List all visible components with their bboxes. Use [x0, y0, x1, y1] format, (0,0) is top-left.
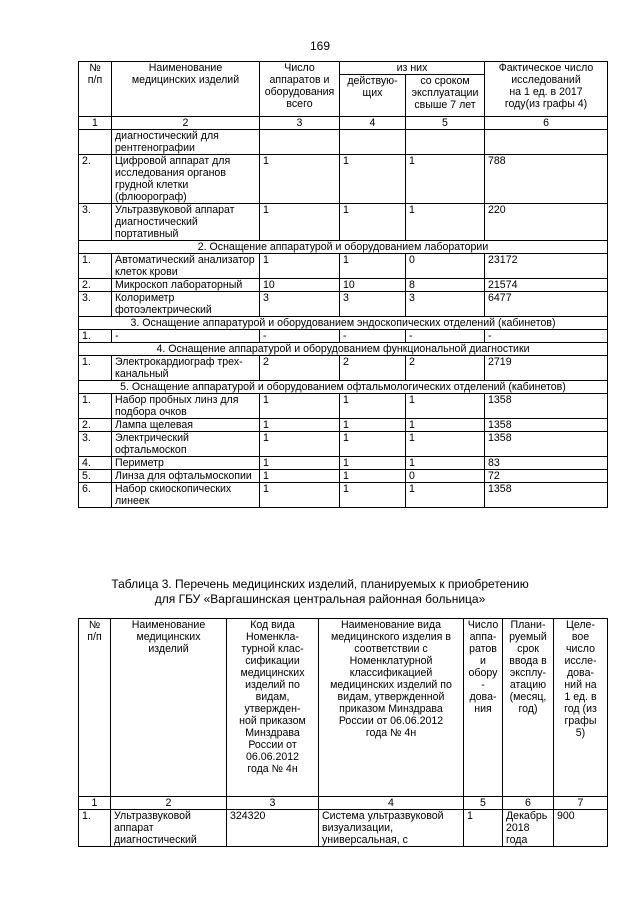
- total-count: 1: [260, 457, 340, 470]
- active-count: 1: [340, 483, 406, 508]
- device-name: Электрокардиограф трех-канальный: [112, 356, 260, 381]
- col-number: 4: [340, 117, 406, 130]
- planned-purchase-table-body: [79, 810, 608, 847]
- row-number: 6.: [79, 483, 112, 508]
- device-name: Набор скиоскопических линеек: [112, 483, 260, 508]
- table3-caption-line1: Таблица 3. Перечень медицинских изделий, планируемых к приобретению: [111, 577, 529, 591]
- studies-per-unit: 220: [485, 204, 608, 241]
- table-row: [79, 356, 608, 381]
- total-count: 3: [260, 292, 340, 317]
- old-count: 1: [406, 204, 485, 241]
- studies-per-unit: 83: [485, 457, 608, 470]
- studies-per-unit: -: [485, 330, 608, 343]
- col-number: 1: [79, 117, 112, 130]
- row-number: 3.: [79, 432, 112, 457]
- active-count: 1: [340, 470, 406, 483]
- header-old: со сроком эксплуатации свыше 7 лет: [406, 75, 485, 117]
- row-number: 1.: [79, 394, 112, 419]
- header-num: № п/п: [79, 619, 111, 797]
- active-count: 1: [340, 204, 406, 241]
- device-name: Автоматический анализатор клеток крови: [112, 254, 260, 279]
- col-number: 4: [319, 797, 464, 810]
- section-title: 2. Оснащение аппаратурой и оборудованием лаборатории: [79, 241, 608, 254]
- row-number: 1.: [79, 330, 112, 343]
- studies-per-unit: 2719: [485, 356, 608, 381]
- old-count: 1: [406, 155, 485, 204]
- total-count: 10: [260, 279, 340, 292]
- total-count: 1: [260, 419, 340, 432]
- col-number: 6: [485, 117, 608, 130]
- col-number: 3: [260, 117, 340, 130]
- header-active: действую- щих: [340, 75, 406, 117]
- section-row: [79, 241, 608, 254]
- table-row: [79, 394, 608, 419]
- table-row: [79, 292, 608, 317]
- table-row: [79, 204, 608, 241]
- header-num: № п/п: [79, 62, 112, 117]
- active-count: 1: [340, 457, 406, 470]
- active-count: 10: [340, 279, 406, 292]
- active-count: -: [340, 330, 406, 343]
- commissioning-date: Декабрь 2018 года: [503, 810, 554, 847]
- active-count: 1: [340, 394, 406, 419]
- studies-per-unit: [485, 130, 608, 155]
- total-count: 1: [260, 204, 340, 241]
- active-count: 1: [340, 254, 406, 279]
- total-count: -: [260, 330, 340, 343]
- device-name: Линза для офтальмоскопии: [112, 470, 260, 483]
- row-number: 1.: [79, 810, 111, 847]
- page-number: 169: [309, 39, 331, 53]
- active-count: 1: [340, 432, 406, 457]
- section-row: [79, 343, 608, 356]
- table-row: [79, 432, 608, 457]
- studies-per-unit: 23172: [485, 254, 608, 279]
- row-number: 1.: [79, 254, 112, 279]
- header-term: Плани- руемый срок ввода в эксплу- атацию (месяц, год): [503, 619, 554, 797]
- table-row: [79, 330, 608, 343]
- row-number: 2.: [79, 419, 112, 432]
- header-kind: Наименование вида медицинского изделия в соответствии с Номенклатурной классификацией медицинских изделий по видам, утвержденной приказом Минздрава России от 06.06.2012 года № 4н: [319, 619, 464, 797]
- active-count: [340, 130, 406, 155]
- table-row: [79, 457, 608, 470]
- old-count: 3: [406, 292, 485, 317]
- section-title: 3. Оснащение аппаратурой и оборудованием эндоскопических отделений (кабинетов): [79, 317, 608, 330]
- active-count: 1: [340, 155, 406, 204]
- target-studies: 900: [554, 810, 608, 847]
- header-name: Наименование медицинских изделий: [112, 62, 260, 117]
- table-row: [79, 419, 608, 432]
- studies-per-unit: 788: [485, 155, 608, 204]
- table-row: [79, 279, 608, 292]
- studies-per-unit: 1358: [485, 394, 608, 419]
- total-count: 1: [260, 432, 340, 457]
- total-count: [260, 130, 340, 155]
- total-count: 1: [260, 483, 340, 508]
- old-count: 1: [406, 457, 485, 470]
- studies-per-unit: 6477: [485, 292, 608, 317]
- col-number: 3: [227, 797, 319, 810]
- active-count: 3: [340, 292, 406, 317]
- old-count: 1: [406, 483, 485, 508]
- col-number: 6: [503, 797, 554, 810]
- col-number: 2: [111, 797, 227, 810]
- old-count: 1: [406, 432, 485, 457]
- device-name: Колориметр фотоэлектрический: [112, 292, 260, 317]
- table-row: [79, 155, 608, 204]
- header-of-them: из них: [340, 62, 485, 75]
- old-count: 2: [406, 356, 485, 381]
- table-row: [79, 810, 608, 847]
- col-number: 7: [554, 797, 608, 810]
- section-title: 5. Оснащение аппаратурой и оборудованием офтальмологических отделений (кабинетов): [79, 381, 608, 394]
- row-number: 3.: [79, 292, 112, 317]
- device-name: Набор пробных линз для подбора очков: [112, 394, 260, 419]
- total-count: 1: [260, 254, 340, 279]
- row-number: 2.: [79, 279, 112, 292]
- old-count: -: [406, 330, 485, 343]
- device-name: Периметр: [112, 457, 260, 470]
- planned-purchase-table: [78, 618, 608, 847]
- device-name: Ультразвуковой аппарат диагностический: [111, 810, 227, 847]
- header-code: Код вида Номенкла- турной клас- сификации медицинских изделий по видам, утвержден- ной приказом Минздрава России от 06.06.2012 года № 4н: [227, 619, 319, 797]
- studies-per-unit: 72: [485, 470, 608, 483]
- row-number: 5.: [79, 470, 112, 483]
- nomenclature-kind: Система ультразвуковой визуализации, универсальная, с: [319, 810, 464, 847]
- table-row: [79, 130, 608, 155]
- old-count: [406, 130, 485, 155]
- studies-per-unit: 21574: [485, 279, 608, 292]
- header-qty: Число аппа- ратов и обору- дова- ния: [464, 619, 503, 797]
- table-row: [79, 254, 608, 279]
- studies-per-unit: 1358: [485, 419, 608, 432]
- total-count: 2: [260, 356, 340, 381]
- active-count: 2: [340, 356, 406, 381]
- total-count: 1: [260, 155, 340, 204]
- equipment-table-body: [79, 130, 608, 508]
- table3-caption: [0, 577, 640, 607]
- table3-caption-line2: для ГБУ «Варгашинская центральная районная больница»: [154, 592, 486, 606]
- row-number: 2.: [79, 155, 112, 204]
- old-count: 1: [406, 394, 485, 419]
- device-name: Лампа щелевая: [112, 419, 260, 432]
- old-count: 0: [406, 470, 485, 483]
- device-name: Цифровой аппарат для исследования органов грудной клетки (флюорограф): [112, 155, 260, 204]
- quantity: 1: [464, 810, 503, 847]
- equipment-table: [78, 61, 608, 508]
- section-title: 4. Оснащение аппаратурой и оборудованием функциональной диагностики: [79, 343, 608, 356]
- row-number: 1.: [79, 356, 112, 381]
- col-number: 5: [406, 117, 485, 130]
- device-name: Микроскоп лабораторный: [112, 279, 260, 292]
- device-name: Электрический офтальмоскоп: [112, 432, 260, 457]
- device-name: -: [112, 330, 260, 343]
- total-count: 1: [260, 470, 340, 483]
- col-number: 1: [79, 797, 111, 810]
- old-count: 0: [406, 254, 485, 279]
- row-number: [79, 130, 112, 155]
- active-count: 1: [340, 419, 406, 432]
- studies-per-unit: 1358: [485, 432, 608, 457]
- header-count: Число аппаратов и оборудования всего: [260, 62, 340, 117]
- nomenclature-code: 324320: [227, 810, 319, 847]
- table-row: [79, 483, 608, 508]
- header-studies: Фактическое число исследований на 1 ед. в 2017 году(из графы 4): [485, 62, 608, 117]
- col-number: 2: [112, 117, 260, 130]
- section-row: [79, 317, 608, 330]
- old-count: 8: [406, 279, 485, 292]
- section-row: [79, 381, 608, 394]
- row-number: 3.: [79, 204, 112, 241]
- header-name: Наименование медицинских изделий: [111, 619, 227, 797]
- studies-per-unit: 1358: [485, 483, 608, 508]
- header-target: Целе- вое число иссле- дова- ний на 1 ед. в год (из графы 5): [554, 619, 608, 797]
- row-number: 4.: [79, 457, 112, 470]
- device-name: диагностический для рентгенографии: [112, 130, 260, 155]
- table-row: [79, 470, 608, 483]
- total-count: 1: [260, 394, 340, 419]
- old-count: 1: [406, 419, 485, 432]
- device-name: Ультразвуковой аппарат диагностический портативный: [112, 204, 260, 241]
- col-number: 5: [464, 797, 503, 810]
